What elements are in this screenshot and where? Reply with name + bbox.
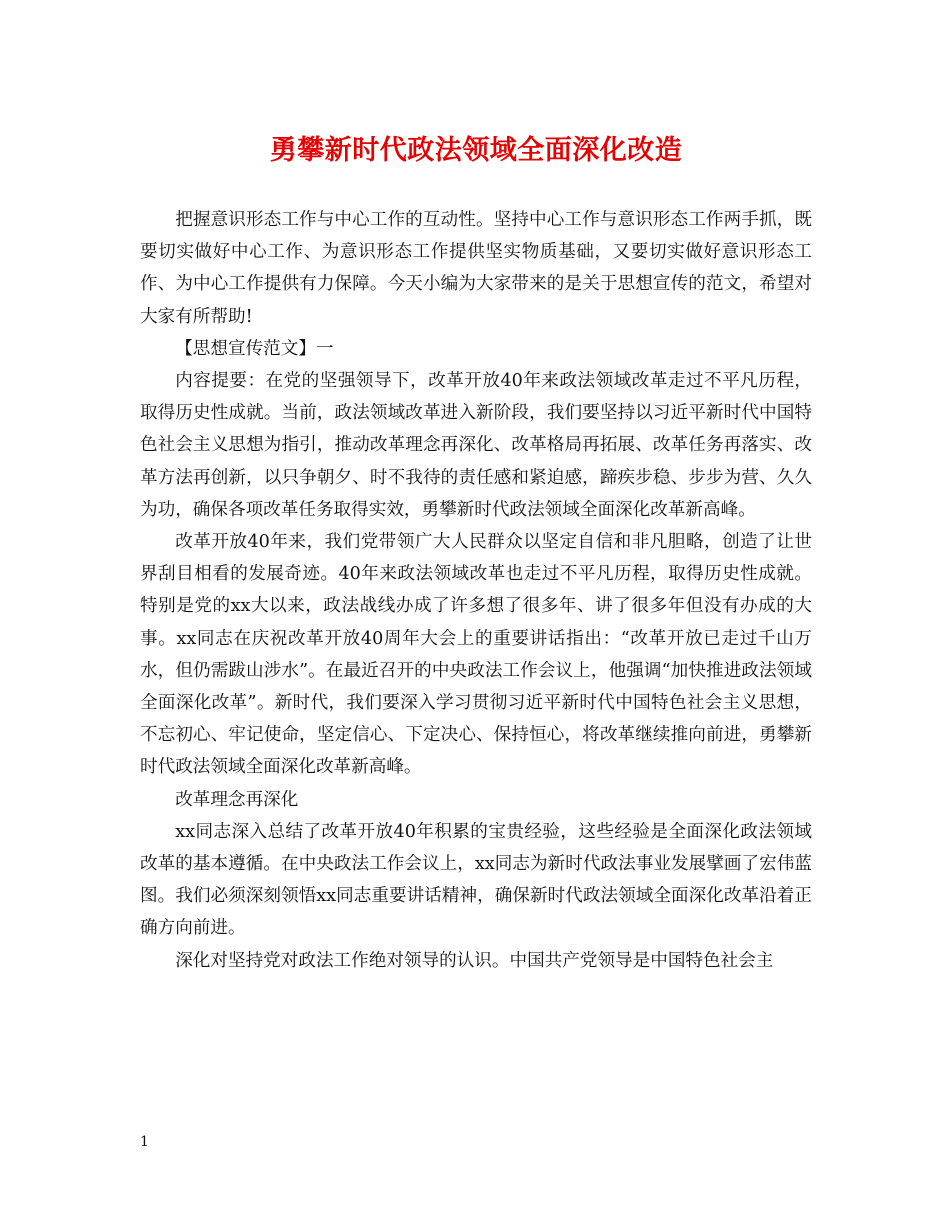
paragraph-history: 改革开放40年来，我们党带领广大人民群众以坚定自信和非凡胆略，创造了让世界刮目相看的发展奇迹。40年来政法领域改革也走过不平凡历程，取得历史性成就。特别是党的xx大以来，政法战线办成了许多想了很多年、讲了很多年但没有办成的大事。xx同志在庆祝改革开放40周年大会上的重要讲话指出：“改革开放已走过千山万水，但仍需跋山涉水”。在最近召开的中央政法工作会议上，他强调“加快推进政法领域全面深化改革”。新时代，我们要深入学习贯彻习近平新时代中国特色社会主义思想，不忘初心、牢记使命，坚定信心、下定决心、保持恒心，将改革继续推向前进，勇攀新时代政法领域全面深化改革新高峰。	[140, 532, 812, 778]
document-title: 勇攀新时代政法领域全面深化改造	[269, 135, 683, 166]
subheading-reform-concept: 改革理念再深化	[175, 789, 299, 810]
section-heading-sample: 【思想宣传范文】一	[175, 338, 334, 359]
paragraph-experience: xx同志深入总结了改革开放40年积累的宝贵经验，这些经验是全面深化政法领域改革的基本遵循。在中央政法工作会议上，xx同志为新时代政法事业发展擘画了宏伟蓝图。我们必须深刻领悟xx同志重要讲话精神，确保新时代政法领域全面深化改革沿着正确方向前进。	[140, 821, 812, 939]
paragraph-party-leadership: 深化对坚持党对政法工作绝对领导的认识。中国共产党领导是中国特色社会主	[175, 950, 774, 971]
paragraph-summary: 内容提要：在党的坚强领导下，改革开放40年来政法领域改革走过不平凡历程，取得历史性成就。当前，政法领域改革进入新阶段，我们要坚持以习近平新时代中国特色社会主义思想为指引，推动改革理念再深化、改革格局再拓展、改革任务再落实、改革方法再创新，以只争朝夕、时不我待的责任感和紧迫感，蹄疾步稳、步步为营、久久为功，确保各项改革任务取得实效，勇攀新时代政法领域全面深化改革新高峰。	[140, 371, 812, 520]
page-number: 1	[140, 1134, 149, 1150]
document-body	[140, 204, 812, 977]
paragraph-intro: 把握意识形态工作与中心工作的互动性。坚持中心工作与意识形态工作两手抓，既要切实做好中心工作、为意识形态工作提供坚实物质基础，又要切实做好意识形态工作、为中心工作提供有力保障。今天小编为大家带来的是关于思想宣传的范文，希望对大家有所帮助!	[140, 210, 812, 327]
